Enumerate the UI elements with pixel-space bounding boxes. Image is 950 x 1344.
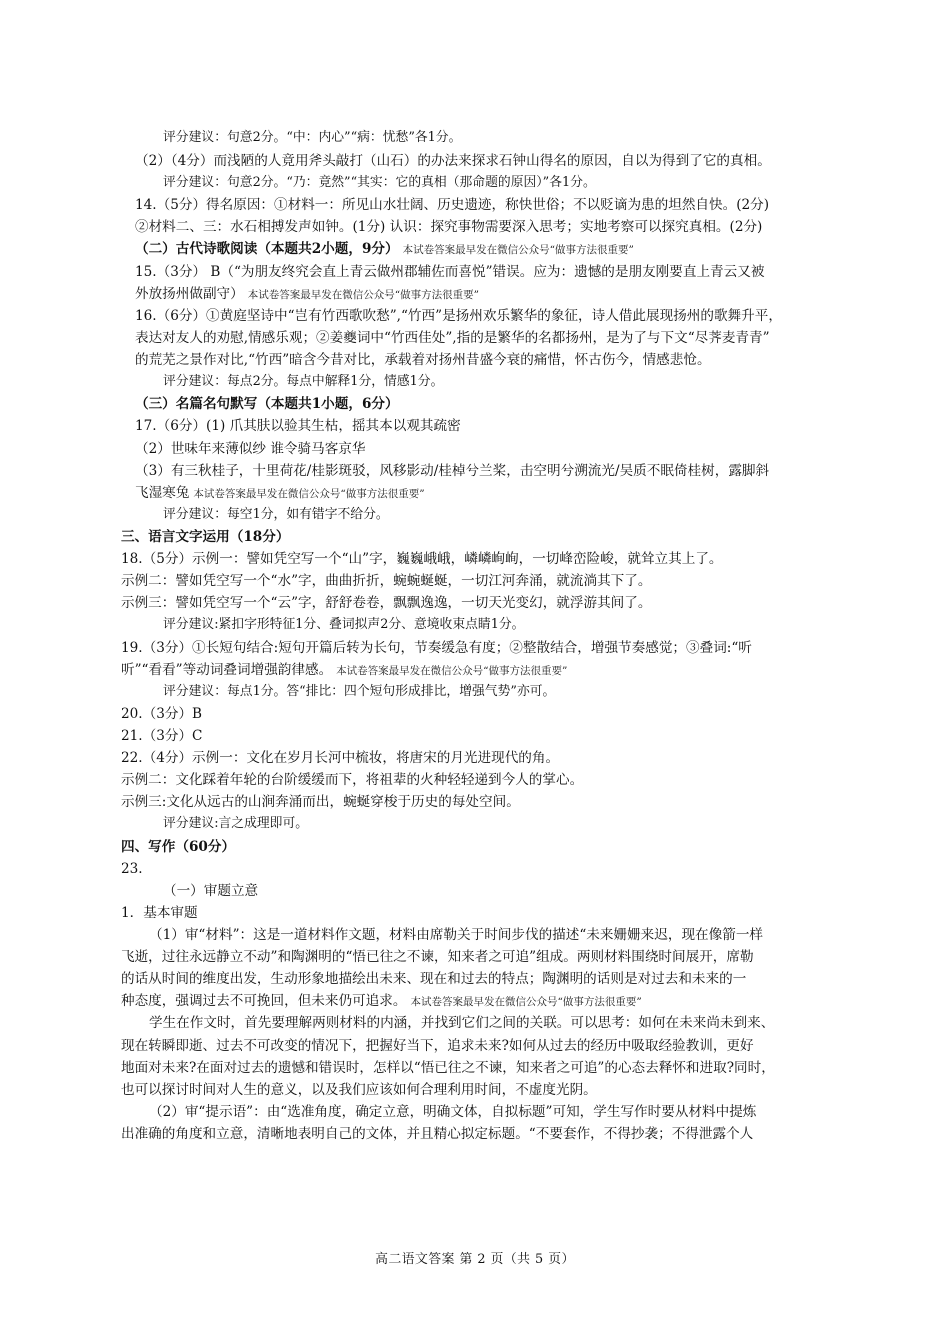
text-line: 示例二：譬如凭空写一个“水”字，曲曲折折，蜿蜿蜒蜒，一切江河奔涌，就流淌其下了。: [121, 573, 652, 589]
watermark-note: 本试卷答案最早发在微信公众号“做事方法很重要”: [402, 244, 634, 256]
text-line: 评分建议:言之成理即可。: [163, 816, 309, 831]
text-line: 22.（4分）示例一：文化在岁月长河中梳妆，将唐宋的月光进现代的角。: [121, 750, 560, 766]
text-line: 的荒芜之景作对比,“竹西”暗含今昔对比，承载着对扬州昔盛今衰的痛惜，怀古伤今，情感悲怆。: [135, 352, 711, 368]
text-line: 表达对友人的劝慰,情感乐观；②姜夔词中“竹西佳处”,指的是繁华的名都扬州，是为了与下文“尽荠麦青青”: [135, 330, 770, 346]
text-line: 评分建议：每点2分。每点中解释1分，情感1分。: [163, 374, 444, 389]
text-line: （2）世味年来薄似纱 谁令骑马客京华: [135, 441, 366, 457]
text-line: [121, 659, 567, 682]
section-heading: （三）名篇名句默写（本题共1小题，6分）: [135, 396, 399, 412]
text-line: 评分建议：句意2分。“中：内心”“病：忧愁”各1分。: [163, 130, 462, 145]
text-line: 16.（6分）①黄庭坚诗中“岂有竹西歌吹愁”,“竹西”是扬州欢乐繁华的象征，诗人借此展现扬州的歌舞升平，: [135, 308, 782, 324]
text-line: 示例三:文化从远古的山涧奔涌而出，蜿蜒穿梭于历史的每处空间。: [121, 794, 520, 810]
text-line: （3）有三秋桂子，十里荷花/桂影斑驳，风移影动/桂棹兮兰桨，击空明兮溯流光/吴质不眠倚桂树，露脚斜: [135, 463, 770, 479]
section-heading: [135, 238, 634, 261]
text-line: 20.（3分）B: [121, 706, 203, 722]
text-line: 示例三：譬如凭空写一个“云”字，舒舒卷卷，飘飘逸逸，一切天光变幻，就浮游其间了。: [121, 595, 652, 611]
text-line: （一）审题立意: [163, 883, 259, 899]
watermark-note: 本试卷答案最早发在微信公众号“做事方法很重要”: [336, 665, 568, 677]
section-heading: 三、语言文字运用（18分）: [121, 529, 290, 545]
text-line: 15.（3分） B（“为朋友终究会直上青云做州郡辅佐而喜悦”错误。应为：遗憾的是朋友刚要直上青云又被: [135, 264, 765, 280]
watermark-note: 本试卷答案最早发在微信公众号“做事方法很重要”: [247, 289, 479, 301]
text-line: 评分建议：句意2分。“乃：竟然”“其实：它的真相（那命题的原因）”各1分。: [163, 175, 596, 190]
line-text: 飞湿寒兔: [135, 485, 190, 501]
text-line: 现在转瞬即逝、过去不可改变的情况下，把握好当下，追求未来?如何从过去的经历中吸取经验教训，更好: [121, 1038, 754, 1054]
text-line: 1．基本审题: [121, 905, 198, 921]
section-heading: 四、写作（60分）: [121, 839, 236, 855]
text-line: 出准确的角度和立意，清晰地表明自己的文体，并且精心拟定标题。“不要套作，不得抄袭；不得泄露个人: [121, 1126, 754, 1142]
text-line: 评分建议：每点1分。答“排比：四个短句形成排比，增强气势”亦可。: [163, 684, 556, 699]
text-line: 也可以探讨时间对人生的意义，以及我们应该如何合理利用时间，不虚度光阴。: [121, 1082, 597, 1098]
text-line: [135, 482, 425, 505]
text-line: [135, 283, 479, 306]
text-line: 17.（6分）(1) 爪其肤以验其生枯，摇其本以观其疏密: [135, 418, 461, 434]
text-line: 示例二：文化踩着年轮的台阶缓缓而下，将祖辈的火种轻轻递到今人的掌心。: [121, 772, 584, 788]
text-line: 地面对未来?在面对过去的遗憾和错误时，怎样以“悟已往之不谏，知来者之可追”的心态去释怀和进取?同时，: [121, 1060, 775, 1076]
text-line: （2）审“提示语”：由“选准角度，确定立意，明确文体，自拟标题”可知，学生写作时要从材料中提炼: [149, 1104, 757, 1120]
watermark-note: 本试卷答案最早发在微信公众号“做事方法很重要”: [410, 996, 642, 1008]
watermark-note: 本试卷答案最早发在微信公众号“做事方法很重要”: [193, 488, 425, 500]
line-text: 听”“看看”等动词叠词增强韵律感。: [121, 662, 333, 678]
text-line: 评分建议：每空1分，如有错字不给分。: [163, 507, 389, 522]
text-line: 的话从时间的维度出发，生动形象地描绘出未来、现在和过去的特点；陶渊明的话则是对过去和未来的一: [121, 971, 747, 987]
text-line: ②材料二、三：水石相搏发声如钟。(1分) 认识：探究事物需要深入思考；实地考察可以探究真相。(2分): [135, 219, 763, 235]
line-text: 种态度，强调过去不可挽回，但未来仍可追求。: [121, 993, 407, 1009]
text-line: （1）审“材料”：这是一道材料作文题，材料由席勒关于时间步伐的描述“未来姗姗来迟，现在像箭一样: [149, 927, 764, 943]
text-line: 19.（3分）①长短句结合:短句开篇后转为长句，节奏缓急有度；②整散结合，增强节奏感觉；③叠词:“听: [121, 640, 752, 656]
text-line: 14.（5分）得名原因：①材料一：所见山水壮阔、历史遗迹，称快世俗；不以贬谪为患的坦然自快。(2分): [135, 197, 770, 213]
text-line: 18.（5分）示例一：譬如凭空写一个“山”字，巍巍峨峨，嶙嶙峋峋，一切峰峦险峻，就耸立其上了。: [121, 551, 723, 567]
text-line: 飞逝，过往永远静立不动”和陶渊明的“悟已往之不谏，知来者之可追”组成。两则材料围绕时间展开，席勒: [121, 949, 754, 965]
text-line: 学生在作文时，首先要理解两则材料的内涵，并找到它们之间的关联。可以思考：如何在未来尚未到来、: [149, 1015, 775, 1031]
text-line: 23.: [121, 861, 143, 877]
text-line: 21.（3分）C: [121, 728, 203, 744]
heading-text: （二）古代诗歌阅读（本题共2小题，9分）: [135, 241, 399, 257]
page-footer: 高二语文答案 第 2 页（共 5 页）: [375, 1252, 575, 1267]
text-line: （2）（4分）而浅陋的人竟用斧头敲打（山石）的办法来探求石钟山得名的原因，自以为得到了它的真相。: [135, 153, 771, 169]
text-line: [121, 990, 642, 1013]
line-text: 外放扬州做副守）: [135, 286, 244, 302]
text-line: 评分建议:紧扣字形特征1分、叠词拟声2分、意境收束点睛1分。: [163, 617, 525, 632]
